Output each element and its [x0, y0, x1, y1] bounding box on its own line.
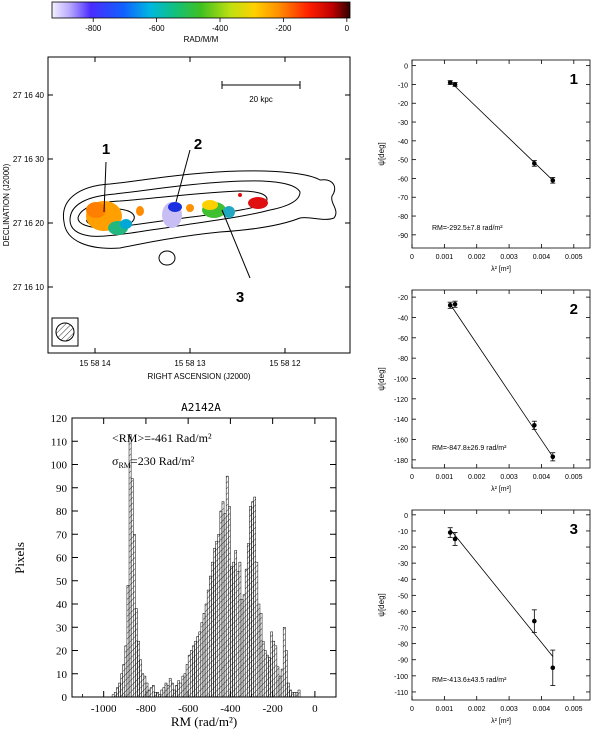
histogram-bar: [260, 613, 262, 697]
histogram-y-tick-label: 20: [56, 645, 67, 658]
fit-data-point: [550, 455, 555, 460]
histogram-bar: [197, 637, 199, 697]
histogram-x-tick-label: -400: [220, 703, 241, 715]
histogram-bar: [220, 511, 222, 697]
histogram-y-tick-label: 70: [56, 529, 67, 542]
fit-y-tick-label: -80: [397, 641, 408, 649]
colorbar-gradient: [52, 2, 350, 18]
histogram-bar: [241, 599, 243, 697]
fit-y-tick-label: -20: [397, 101, 408, 109]
histogram-x-tick-label: -1000: [90, 703, 117, 715]
histogram-y-tick-label: 40: [56, 599, 67, 611]
histogram-bar: [188, 655, 190, 697]
fit-data-point: [448, 80, 453, 85]
histogram-bar: [131, 478, 133, 697]
fit-frame: [412, 510, 590, 700]
fit-y-tick-label: 0: [404, 512, 408, 520]
histogram-bar: [123, 664, 125, 697]
fit-y-axis-label: ψ[deg]: [377, 593, 386, 617]
fit-x-tick-label: 0.003: [500, 474, 518, 481]
fit-x-tick-label: 0.005: [565, 474, 583, 481]
histogram-bar: [279, 676, 281, 697]
colorbar-tick-label: -600: [148, 24, 165, 33]
colorbar-tick-label: -400: [212, 24, 229, 33]
fit-y-tick-label: -80: [397, 214, 408, 222]
histogram-bar: [264, 651, 266, 698]
fit-panel-label: 2: [569, 301, 578, 318]
radio-map-panel: [0, 50, 365, 395]
histogram-bar: [154, 692, 156, 697]
fit-x-tick-label: 0.004: [532, 706, 551, 713]
histogram-bar: [114, 692, 116, 697]
histogram-bar: [116, 688, 118, 697]
colorbar: [0, 0, 600, 50]
fit-y-tick-label: 0: [404, 63, 408, 71]
rm-histogram: [0, 398, 365, 730]
ra-tick-label: 15 58 13: [174, 359, 206, 368]
histogram-bar: [211, 562, 213, 697]
fit-y-tick-label: -20: [397, 295, 408, 303]
histogram-bar: [133, 534, 135, 697]
histogram-y-tick-label: 0: [61, 692, 67, 704]
fit-y-tick-label: -10: [397, 528, 408, 536]
histogram-bar: [230, 567, 232, 697]
histogram-bar: [169, 678, 171, 697]
colorbar-unit-label: RAD/M/M: [183, 35, 219, 44]
histogram-bar: [121, 674, 123, 697]
fit-y-tick-label: -30: [397, 561, 408, 569]
ra-tick-label: 15 58 12: [269, 359, 301, 368]
fit-x-axis-label: λ² [m²]: [491, 486, 511, 493]
histogram-bar: [150, 688, 152, 697]
histogram-bar: [135, 609, 137, 697]
fit-y-tick-label: -70: [397, 195, 408, 203]
fit-data-point: [453, 302, 458, 307]
fit-x-tick-label: 0.003: [500, 706, 518, 713]
fit-x-tick-label: 0.005: [565, 706, 583, 713]
histogram-bar: [180, 683, 182, 697]
histogram-bar: [262, 641, 264, 697]
histogram-bar: [190, 651, 192, 698]
histogram-bar: [296, 692, 298, 697]
ra-tick-label: 15 58 14: [79, 359, 111, 368]
fit-y-tick-label: -60: [397, 335, 408, 343]
histogram-bar: [268, 657, 270, 697]
histogram-title: A2142A: [181, 401, 221, 414]
histogram-bar: [285, 651, 287, 698]
rm-patch-region-1-cyan: [120, 219, 132, 229]
fit-y-tick-label: -120: [393, 396, 408, 404]
fit-y-tick-label: -20: [397, 545, 408, 553]
scale-bar-label: 20 kpc: [249, 95, 273, 104]
histogram-bar: [228, 506, 230, 697]
fit-x-tick-label: 0.002: [467, 254, 486, 261]
histogram-bar: [273, 641, 275, 697]
fit-x-tick-label: 0.002: [467, 474, 486, 481]
fit-line: [450, 304, 553, 457]
histogram-bar: [283, 627, 285, 697]
histogram-y-tick-label: 50: [56, 575, 67, 588]
dec-tick-label: 27 16 30: [12, 155, 44, 164]
rm-fit-panel-1: [368, 52, 596, 276]
fit-x-tick-label: 0: [410, 706, 414, 713]
histogram-bar: [237, 571, 239, 697]
fit-y-tick-label: -40: [397, 315, 408, 323]
fit-data-point: [532, 423, 537, 428]
histogram-bar: [218, 534, 220, 697]
histogram-bar: [239, 562, 241, 697]
histogram-bar: [118, 683, 120, 697]
histogram-bar: [194, 641, 196, 697]
colorbar-tick-label: -800: [85, 24, 102, 33]
rm-patch-orange-mid: [186, 204, 194, 212]
dec-axis-label: DECLINATION (J2000): [2, 163, 11, 247]
rm-patch-region-2-blue: [168, 202, 182, 212]
histogram-bar: [224, 513, 226, 697]
fit-y-axis-label: ψ[deg]: [377, 142, 386, 166]
histogram-bar: [277, 667, 279, 697]
fit-x-tick-label: 0.001: [435, 706, 454, 713]
histogram-y-tick-label: 100: [50, 459, 67, 472]
fit-y-tick-label: -180: [393, 457, 408, 465]
histogram-bar: [182, 676, 184, 697]
histogram-x-axis-label: RM (rad/m²): [170, 714, 238, 729]
rm-patch-region-3-yellow: [202, 200, 218, 210]
fit-frame: [412, 60, 590, 248]
fit-data-point: [532, 161, 537, 166]
fit-x-tick-label: 0.004: [532, 254, 551, 261]
histogram-x-tick-label: -600: [178, 703, 199, 715]
fit-x-tick-label: 0.002: [467, 706, 486, 713]
rm-fit-panel-3: [368, 502, 596, 728]
region-label-3: 3: [235, 289, 245, 306]
fit-y-tick-label: -100: [393, 376, 408, 384]
fit-y-axis-label: ψ[deg]: [377, 367, 386, 391]
histogram-bar: [156, 692, 158, 697]
histogram-bar: [214, 548, 216, 697]
fit-y-tick-label: -10: [397, 82, 408, 90]
fit-y-tick-label: -50: [397, 157, 408, 165]
fit-y-tick-label: -90: [397, 657, 408, 665]
histogram-bar: [247, 544, 249, 697]
histogram-bar: [205, 604, 207, 697]
fit-panel-label: 3: [569, 521, 578, 538]
histogram-bar: [137, 641, 139, 697]
fit-x-tick-label: 0.003: [500, 254, 518, 261]
fit-line: [450, 82, 553, 181]
fit-panel-label: 1: [569, 71, 578, 88]
fit-y-tick-label: -110: [394, 689, 408, 697]
histogram-y-tick-label: 10: [56, 668, 67, 681]
fit-frame: [412, 290, 590, 468]
histogram-y-axis-label: Pixels: [12, 542, 27, 574]
histogram-bar: [173, 690, 175, 697]
histogram-bar: [266, 655, 268, 697]
histogram-bar: [140, 660, 142, 697]
region-label-1: 1: [101, 141, 111, 158]
fit-y-tick-label: -70: [397, 625, 408, 633]
histogram-bar: [171, 683, 173, 697]
fit-line: [450, 529, 553, 656]
fit-data-point: [550, 665, 555, 670]
histogram-y-tick-label: 90: [56, 482, 67, 495]
fit-y-tick-label: -60: [397, 609, 408, 617]
histogram-bar: [129, 434, 131, 697]
histogram-bar: [226, 476, 228, 697]
fit-data-point: [453, 537, 458, 542]
rm-patch-region-1-orange: [86, 202, 106, 218]
histogram-bar: [252, 502, 254, 697]
fit-y-tick-label: -60: [397, 176, 408, 184]
fit-x-tick-label: 0.005: [565, 254, 583, 261]
colorbar-tick-label: 0: [344, 24, 350, 33]
fit-y-tick-label: -80: [397, 356, 408, 364]
region-label-2: 2: [193, 136, 203, 153]
histogram-bar: [254, 497, 256, 697]
fit-y-tick-label: -160: [393, 437, 408, 445]
fit-y-tick-label: -100: [393, 673, 408, 681]
histogram-bar: [163, 688, 165, 697]
histogram-bar: [249, 506, 251, 697]
histogram-y-tick-label: 120: [50, 413, 67, 425]
histogram-x-tick-label: 0: [312, 703, 318, 715]
histogram-bar: [235, 551, 237, 697]
histogram-bar: [233, 562, 235, 697]
histogram-bar: [256, 562, 258, 697]
fit-x-axis-label: λ² [m²]: [491, 266, 511, 273]
histogram-mean-annotation: <RM>=-461 Rad/m²: [112, 431, 212, 445]
histogram-bar: [148, 690, 150, 697]
dec-tick-label: 27 16 20: [12, 219, 44, 228]
histogram-bar: [290, 690, 292, 697]
fit-data-point: [550, 178, 555, 183]
histogram-y-tick-label: 60: [56, 552, 67, 565]
histogram-y-tick-label: 30: [56, 622, 67, 635]
fit-data-point: [448, 303, 453, 308]
rm-patch-small-orange: [136, 206, 144, 216]
histogram-x-tick-label: -800: [135, 703, 157, 715]
histogram-bar: [127, 585, 129, 697]
histogram-bar: [298, 690, 300, 697]
histogram-bar: [125, 646, 127, 697]
histogram-bar: [209, 576, 211, 697]
fit-y-tick-label: -90: [397, 232, 408, 240]
histogram-x-tick-label: -200: [262, 703, 283, 715]
colorbar-tick-label: -200: [275, 24, 292, 33]
beam-ellipse: [56, 323, 74, 341]
fit-x-tick-label: 0: [410, 254, 414, 261]
histogram-bar: [281, 669, 283, 697]
fit-x-tick-label: 0: [410, 474, 414, 481]
histogram-bar: [178, 681, 180, 697]
histogram-bar: [222, 502, 224, 697]
histogram-bar: [201, 623, 203, 697]
fit-y-tick-label: -40: [397, 577, 408, 585]
fit-y-tick-label: -50: [397, 593, 408, 601]
dec-tick-label: 27 16 10: [12, 283, 44, 292]
histogram-bar: [199, 632, 201, 697]
histogram-bar: [216, 541, 218, 697]
ra-axis-label: RIGHT ASCENSION (J2000): [147, 372, 251, 381]
fit-data-point: [453, 82, 458, 87]
rm-fit-panel-2: [368, 282, 596, 496]
histogram-bar: [275, 646, 277, 697]
fit-y-tick-label: -30: [397, 120, 408, 128]
histogram-bar: [245, 569, 247, 697]
colorbar-ticks: [85, 18, 349, 33]
histogram-bar: [161, 690, 163, 697]
histogram-bar: [243, 595, 245, 697]
fit-rm-annotation: RM=-292.5±7.8 rad/m²: [432, 225, 503, 232]
histogram-bar: [203, 613, 205, 697]
histogram-bar: [287, 683, 289, 697]
histogram-bar: [207, 590, 209, 697]
fit-y-tick-label: -140: [393, 417, 408, 425]
rm-patch-red: [248, 197, 268, 209]
histogram-bar: [152, 685, 154, 697]
histogram-bars: [112, 434, 300, 697]
histogram-bar: [142, 674, 144, 697]
fit-data-point: [532, 619, 537, 624]
fit-rm-annotation: RM=-413.6±43.5 rad/m²: [432, 677, 507, 684]
fit-rm-annotation: RM=-847.8±26.9 rad/m²: [432, 445, 507, 452]
histogram-bar: [175, 685, 177, 697]
fit-x-axis-label: λ² [m²]: [491, 718, 511, 725]
histogram-bar: [258, 604, 260, 697]
dec-tick-label: 27 16 40: [12, 91, 44, 100]
histogram-y-tick-label: 110: [50, 436, 67, 449]
histogram-sigma-annotation: $\sigma_{RM}=230$ Rad/m²: [112, 454, 195, 470]
fit-x-tick-label: 0.004: [532, 474, 551, 481]
histogram-y-tick-label: 80: [56, 506, 67, 518]
fit-y-tick-label: -40: [397, 138, 408, 146]
fit-x-tick-label: 0.001: [435, 254, 454, 261]
fit-x-tick-label: 0.001: [435, 474, 454, 481]
histogram-bar: [192, 646, 194, 697]
fit-data-point: [448, 530, 453, 535]
histogram-bar: [271, 632, 273, 697]
rm-patch-red-dot: [238, 193, 242, 197]
histogram-bar: [184, 674, 186, 697]
